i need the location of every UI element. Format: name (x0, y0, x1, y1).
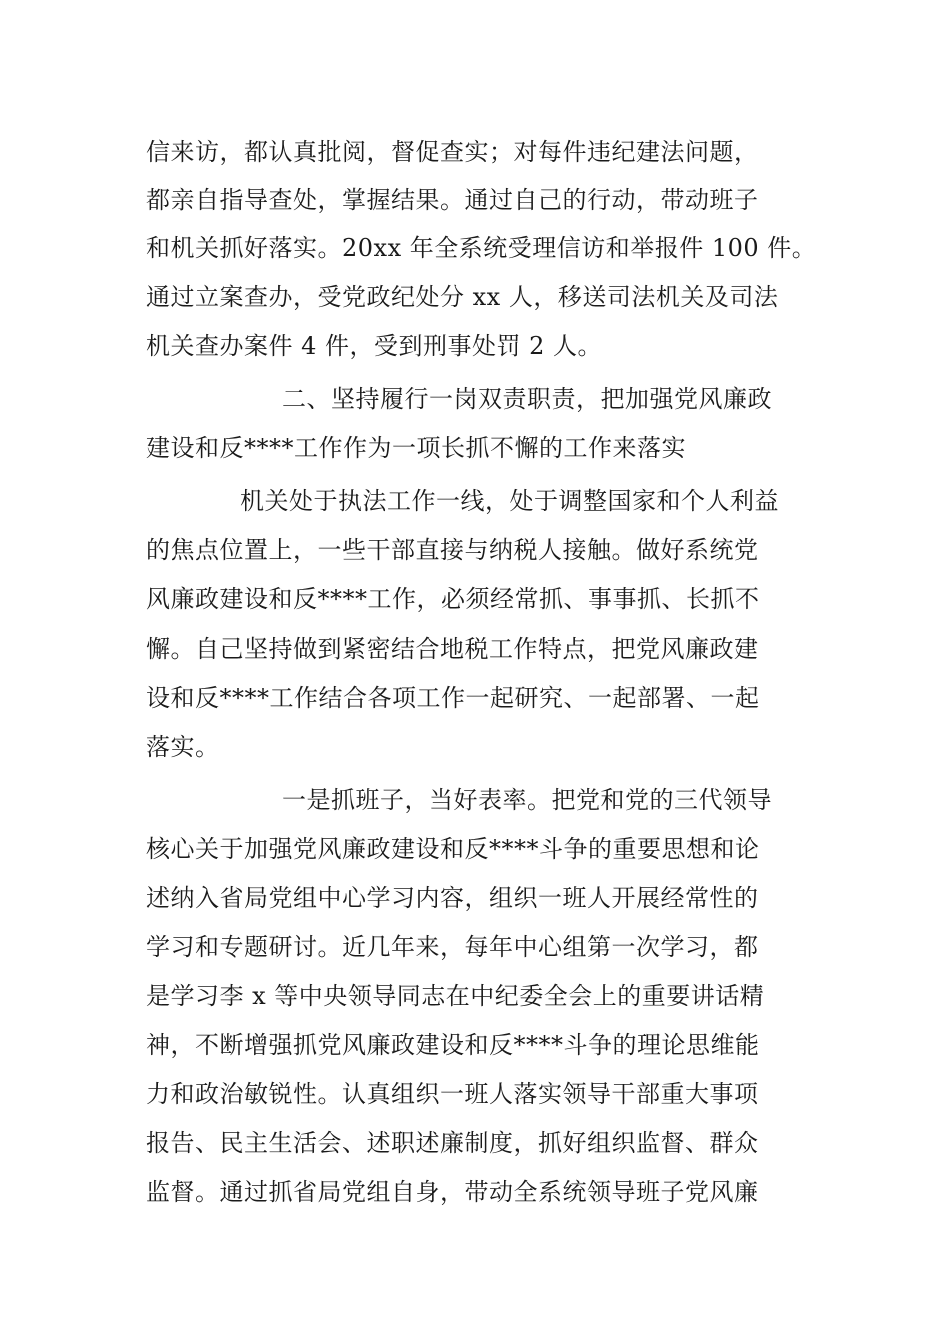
body-text-line: 和机关抓好落实。20xx 年全系统受理信访和举报件 100 件。 (146, 234, 817, 262)
body-text-line: 都亲自指导查处，掌握结果。通过自己的行动，带动班子 (146, 186, 759, 214)
section-heading-line: 二、坚持履行一岗双责职责，把加强党风廉政 (282, 385, 772, 413)
body-text-line: 机关处于执法工作一线，处于调整国家和个人利益 (240, 487, 779, 515)
body-text-line: 机关查办案件 4 件，受到刑事处罚 2 人。 (146, 332, 603, 360)
body-text-line: 信来访，都认真批阅，督促查实；对每件违纪建法问题， (146, 138, 759, 166)
section-heading-line: 建设和反****工作作为一项长抓不懈的工作来落实 (146, 434, 686, 462)
body-text-line: 风廉政建设和反****工作，必须经常抓、事事抓、长抓不 (146, 585, 760, 613)
body-text-line: 落实。 (146, 733, 220, 761)
body-text-line: 述纳入省局党组中心学习内容，组织一班人开展经常性的 (146, 884, 759, 912)
body-text-line: 神，不断增强抓党风廉政建设和反****斗争的理论思维能 (146, 1031, 760, 1059)
body-text-line: 是学习李 x 等中央领导同志在中纪委全会上的重要讲话精 (146, 982, 765, 1010)
body-text-line: 报告、民主生活会、述职述廉制度，抓好组织监督、群众 (146, 1129, 759, 1157)
body-text-line: 学习和专题研讨。近几年来，每年中心组第一次学习，都 (146, 933, 759, 961)
body-text-line: 一是抓班子，当好表率。把党和党的三代领导 (282, 786, 772, 814)
body-text-line: 懈。自己坚持做到紧密结合地税工作特点，把党风廉政建 (146, 635, 759, 663)
body-text-line: 设和反****工作结合各项工作一起研究、一起部署、一起 (146, 684, 760, 712)
body-text-line: 监督。通过抓省局党组自身，带动全系统领导班子党风廉 (146, 1178, 759, 1206)
body-text-line: 力和政治敏锐性。认真组织一班人落实领导干部重大事项 (146, 1080, 759, 1108)
body-text-line: 通过立案查办，受党政纪处分 xx 人，移送司法机关及司法 (146, 283, 779, 311)
body-text-line: 核心关于加强党风廉政建设和反****斗争的重要思想和论 (146, 835, 760, 863)
body-text-line: 的焦点位置上，一些干部直接与纳税人接触。做好系统党 (146, 536, 759, 564)
